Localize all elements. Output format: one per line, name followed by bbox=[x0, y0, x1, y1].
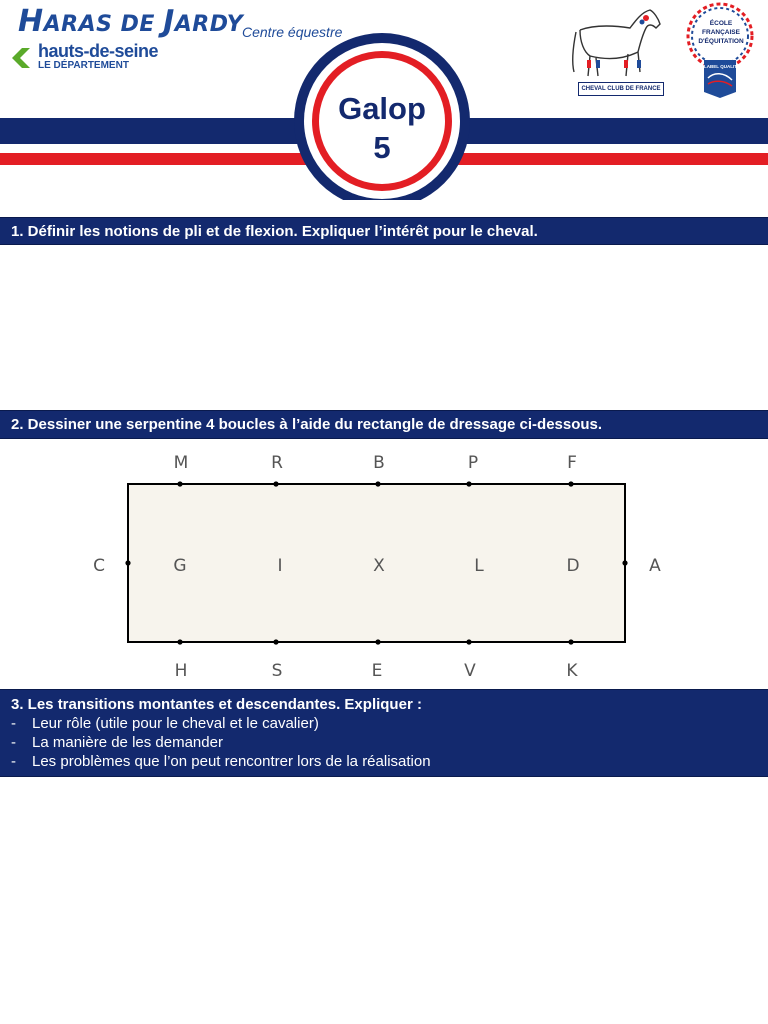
arena-marker-left bbox=[125, 560, 130, 565]
arena-letter-f: F bbox=[567, 453, 577, 473]
arena-letter-v: V bbox=[464, 661, 476, 681]
arena-letter-h: H bbox=[174, 661, 188, 681]
arena-letter-a: A bbox=[649, 556, 661, 576]
arena-marker-top bbox=[375, 481, 380, 486]
arena-marker-bottom bbox=[273, 639, 278, 644]
question-2-text: 2. Dessiner une serpentine 4 boucles à l’aide du rectangle de dressage ci-dessous. bbox=[11, 416, 603, 433]
question-3-item: - Les problèmes que l’on peut rencontrer lors de la réalisation bbox=[11, 753, 431, 770]
arena-marker-top bbox=[273, 481, 278, 486]
arena-letter-x: X bbox=[373, 556, 385, 576]
ffe-text-line-1: ÉCOLE bbox=[709, 20, 733, 27]
arena-letter-r: R bbox=[271, 453, 283, 473]
arena-marker-top bbox=[568, 481, 573, 486]
galop-level-number: 5 bbox=[373, 130, 391, 165]
brand-logo-text: HARAS DE JARDY bbox=[18, 4, 244, 39]
arena-letter-k: K bbox=[566, 661, 578, 681]
question-1-bar bbox=[0, 217, 768, 245]
arena-letter-m: M bbox=[173, 453, 189, 473]
arena-letter-p: P bbox=[467, 453, 479, 473]
ffe-quality-label: LABEL QUALITÉ bbox=[704, 64, 740, 69]
galop-title: Galop bbox=[338, 91, 426, 126]
arena-letter-b: B bbox=[373, 453, 385, 473]
arena-letter-c: C bbox=[93, 556, 105, 576]
cheval-club-caption: CHEVAL CLUB DE FRANCE bbox=[578, 82, 664, 96]
arena-letter-l: L bbox=[474, 556, 484, 576]
arena-marker-bottom bbox=[466, 639, 471, 644]
arena-letter-s: S bbox=[271, 661, 283, 681]
arena-marker-bottom bbox=[375, 639, 380, 644]
arena-letter-d: D bbox=[566, 556, 580, 576]
arena-letter-g: G bbox=[173, 556, 187, 576]
ffe-text-line-2: FRANÇAISE bbox=[702, 29, 740, 36]
question-2-bar bbox=[0, 410, 768, 439]
arena-letter-e: E bbox=[371, 661, 383, 681]
ffe-text-line-3: D'ÉQUITATION bbox=[698, 38, 744, 45]
question-3-title: 3. Les transitions montantes et descendantes. Expliquer : bbox=[11, 696, 422, 713]
arena-marker-top bbox=[466, 481, 471, 486]
department-name: hauts-de-seine bbox=[38, 41, 159, 61]
question-1-text: 1. Définir les notions de pli et de flexion. Expliquer l’intérêt pour le cheval. bbox=[11, 223, 538, 240]
arena-marker-bottom bbox=[568, 639, 573, 644]
arena-marker-right bbox=[622, 560, 627, 565]
chevron-left-icon bbox=[12, 48, 30, 68]
brand-tagline: Centre équestre bbox=[242, 24, 343, 40]
arena-letter-i: I bbox=[277, 556, 283, 576]
department-subtitle: LE DÉPARTEMENT bbox=[38, 60, 129, 71]
ffe-label-badge bbox=[684, 2, 756, 100]
arena-marker-bottom bbox=[177, 639, 182, 644]
question-3-item: - La manière de les demander bbox=[11, 734, 223, 751]
question-3-bar bbox=[0, 689, 768, 777]
arena-marker-top bbox=[177, 481, 182, 486]
dressage-arena bbox=[0, 445, 768, 685]
question-3-item: - Leur rôle (utile pour le cheval et le cavalier) bbox=[11, 715, 319, 732]
